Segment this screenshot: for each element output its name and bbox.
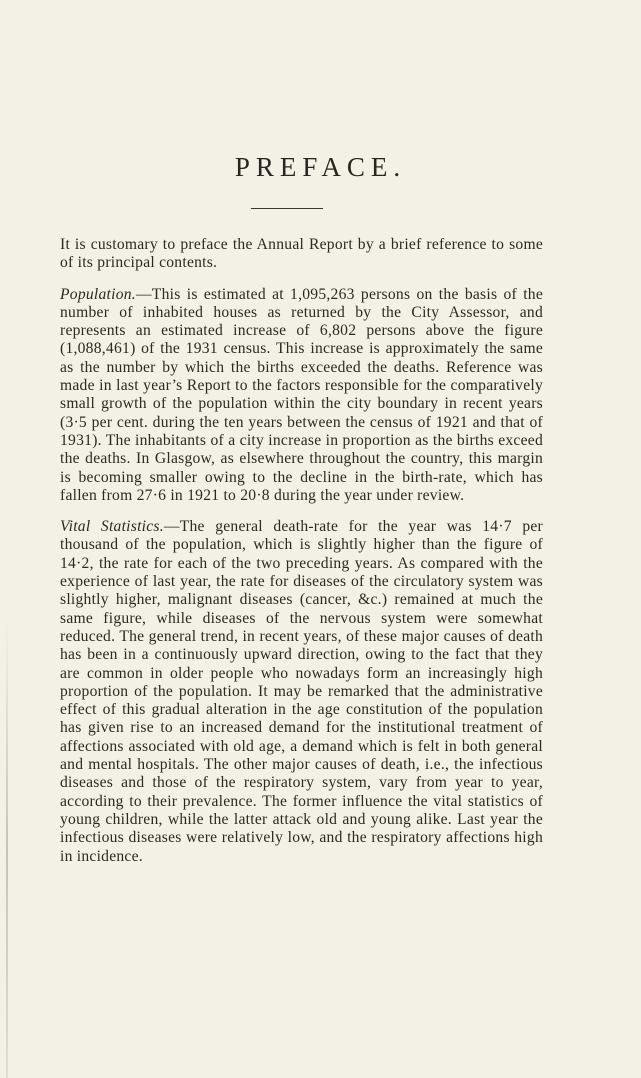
intro-paragraph: It is customary to preface the Annual Report by a brief reference to some of its principal contents. — [60, 236, 543, 272]
vital-statistics-paragraph — [60, 518, 543, 866]
page-edge-shadow — [6, 620, 8, 1078]
population-text: —This is estimated at 1,095,263 persons on the basis of the number of inhabited houses as returned by the City Assessor, and represents an estimated increase of 6,802 persons above the figure (1,088,461) of the 1931 census. This increase is approximately the same as the number by which the births exceeded the deaths. Reference was made in last year’s Report to the factors responsible for the comparatively small growth of the population within the city boundary in recent years (3·5 per cent. during the ten years between the census of 1921 and that of 1931). The inhabitants of a city increase in proportion as the births exceed the deaths. In Glasgow, as elsewhere throughout the country, this margin is becoming smaller owing to the decline in the birth-rate, which has fallen from 27·6 in 1921 to 20·8 during the year under review. — [60, 285, 543, 504]
page-title: PREFACE. — [234, 152, 407, 182]
document-body — [60, 236, 543, 879]
title-rule — [251, 208, 323, 209]
population-heading: Population. — [60, 285, 136, 303]
population-paragraph — [60, 286, 543, 506]
vital-statistics-text: —The general death-rate for the year was 14·7 per thousand of the population, which is slightly higher than the figure of 14·2, the rate for each of the two preceding years. As compared with the experience of last year, the rate for diseases of the circulatory system was slightly higher, malignant diseases (cancer, &c.) remained at much the same figure, while diseases of the nervous system were somewhat reduced. The general trend, in recent years, of these major causes of death has been in a continuously upward direction, owing to the fact that they are common in older people who nowadays form an increasingly high proportion of the population. It may be remarked that the administrative effect of this gradual alteration in the age constitution of the population has given rise to an increased demand for the institutional treatment of affections associated with old age, a demand which is felt in both general and mental hospitals. The other major causes of death, i.e., the infectious diseases and those of the respiratory system, vary from year to year, according to their prevalence. The former influence the vital statistics of young children, while the latter attack old and young alike. Last year the infectious diseases were relatively low, and the respiratory affections high in incidence. — [60, 518, 543, 865]
vital-statistics-heading: Vital Statistics. — [60, 518, 164, 536]
